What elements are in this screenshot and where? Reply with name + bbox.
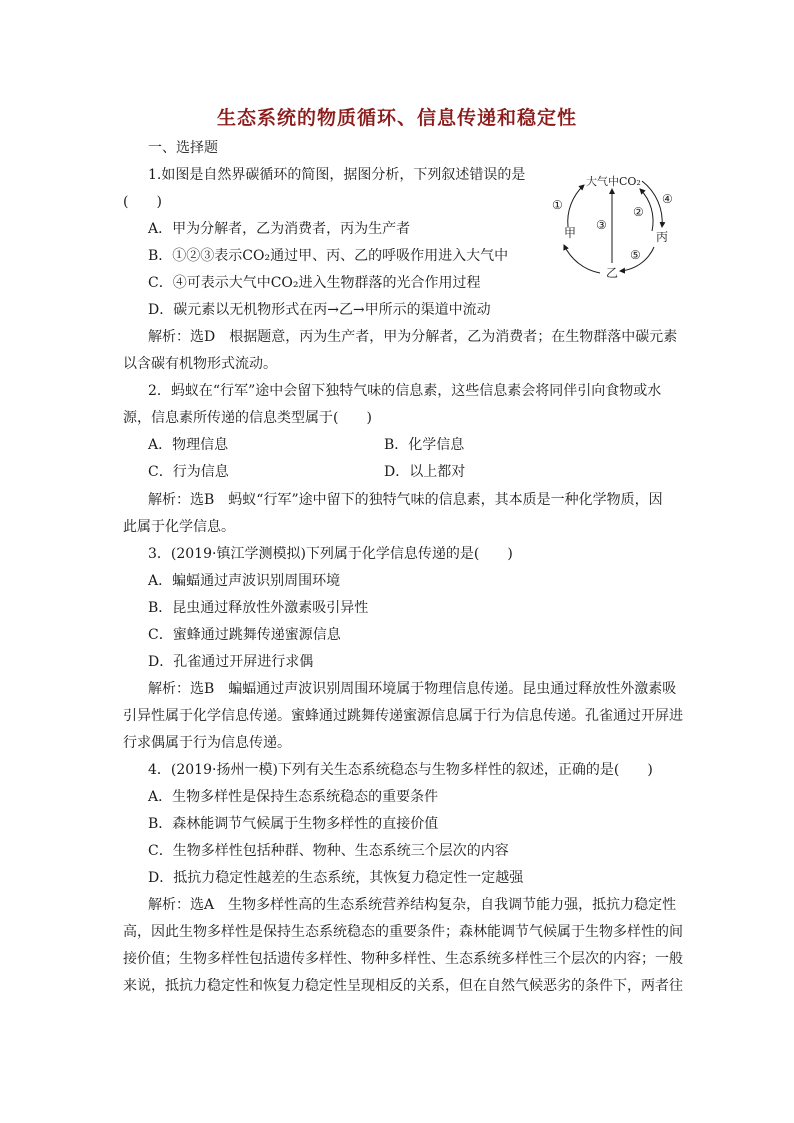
q1-option-c: C．④可表示大气中CO₂进入生物群落的光合作用过程 xyxy=(148,275,481,291)
arrow-4 xyxy=(642,181,662,227)
q4-analysis-line-2: 高，因此生物多样性是保持生态系统稳态的重要条件；森林能调节气候属于生物多样性的间 xyxy=(123,924,683,940)
q1-analysis-line-1: 解析：选D 根据题意，丙为生产者，甲为分解者，乙为消费者；在生物群落中碳元素 xyxy=(148,329,678,345)
q4-option-a: A．生物多样性是保持生态系统稳态的重要条件 xyxy=(148,789,439,805)
q3-option-b: B．昆虫通过释放性外激素吸引异性 xyxy=(148,600,369,616)
q2-analysis-line-1: 解析：选B 蚂蚁“行军”途中留下的独特气味的信息素，其本质是一种化学物质，因 xyxy=(148,492,663,508)
label-5: ⑤ xyxy=(630,248,641,262)
carbon-cycle-diagram xyxy=(538,165,688,297)
document-title: 生态系统的物质循环、信息传递和稳定性 xyxy=(216,107,577,129)
arrow-1 xyxy=(568,185,584,227)
q1-answer-paren: ( ) xyxy=(123,194,162,210)
q4-option-c: C．生物多样性包括种群、物种、生态系统三个层次的内容 xyxy=(148,843,509,859)
q4-stem: 4．(2019·扬州一模)下列有关生态系统稳态与生物多样性的叙述，正确的是( ) xyxy=(148,762,653,778)
q4-analysis-line-1: 解析：选A 生物多样性高的生态系统营养结构复杂，自我调节能力强，抵抗力稳定性 xyxy=(148,897,677,913)
q1-option-d: D．碳元素以无机物形式在丙→乙→甲所示的渠道中流动 xyxy=(148,302,491,318)
q3-analysis-line-1: 解析：选B 蝙蝠通过声波识别周围环境属于物理信息传递。昆虫通过释放性外激素吸 xyxy=(148,681,677,697)
q3-option-a: A．蝙蝠通过声波识别周围环境 xyxy=(148,573,341,589)
q4-analysis-line-3: 接价值；生物多样性包括遗传多样性、物种多样性、生态系统多样性三个层次的内容；一般 xyxy=(123,951,683,967)
q3-option-c: C．蜜蜂通过跳舞传递蜜源信息 xyxy=(148,627,341,643)
q3-analysis-line-2: 引异性属于化学信息传递。蜜蜂通过跳舞传递蜜源信息属于行为信息传递。孔雀通过开屏进 xyxy=(123,708,683,724)
q2-option-d: D．以上都对 xyxy=(384,464,466,480)
label-3: ③ xyxy=(596,218,607,232)
q3-stem: 3．(2019·镇江学测模拟)下列属于化学信息传递的是( ) xyxy=(148,546,513,562)
q3-option-d: D．孔雀通过开屏进行求偶 xyxy=(148,654,314,670)
label-2: ② xyxy=(633,205,644,219)
label-1: ① xyxy=(552,198,563,212)
q1-stem: 1.如图是自然界碳循环的简图，据图分析，下列叙述错误的是 xyxy=(148,167,526,183)
q4-option-b: B．森林能调节气候属于生物多样性的直接价值 xyxy=(148,816,439,832)
q2-stem-line-2: 源，信息素所传递的信息类型属于( ) xyxy=(123,410,372,426)
q3-analysis-line-3: 行求偶属于行为信息传递。 xyxy=(123,735,291,751)
q2-analysis-line-2: 此属于化学信息。 xyxy=(123,519,235,535)
q2-option-b: B．化学信息 xyxy=(384,437,465,453)
node-bing: 丙 xyxy=(656,230,669,244)
q1-option-b: B．①②③表示CO₂通过甲、丙、乙的呼吸作用进入大气中 xyxy=(148,248,509,264)
q4-option-d: D．抵抗力稳定性越差的生态系统，其恢复力稳定性一定越强 xyxy=(148,870,524,886)
arrow-bottom-left xyxy=(564,245,600,273)
q1-option-a: A．甲为分解者，乙为消费者，丙为生产者 xyxy=(148,221,411,237)
q2-option-a: A．物理信息 xyxy=(148,437,229,453)
node-yi: 乙 xyxy=(606,266,619,280)
node-atmosphere-co2: 大气中CO₂ xyxy=(586,175,641,188)
q4-analysis-line-4: 来说，抵抗力稳定性和恢复力稳定性呈现相反的关系，但在自然气候恶劣的条件下，两者往 xyxy=(123,978,683,994)
q2-option-c: C．行为信息 xyxy=(148,464,229,480)
node-jia: 甲 xyxy=(564,226,577,240)
q2-stem-line-1: 2．蚂蚁在“行军”途中会留下独特气味的信息素，这些信息素会将同伴引向食物或水 xyxy=(148,383,662,399)
section-heading: 一、选择题 xyxy=(148,140,218,156)
q1-analysis-line-2: 以含碳有机物形式流动。 xyxy=(123,356,277,372)
label-4: ④ xyxy=(662,192,673,206)
